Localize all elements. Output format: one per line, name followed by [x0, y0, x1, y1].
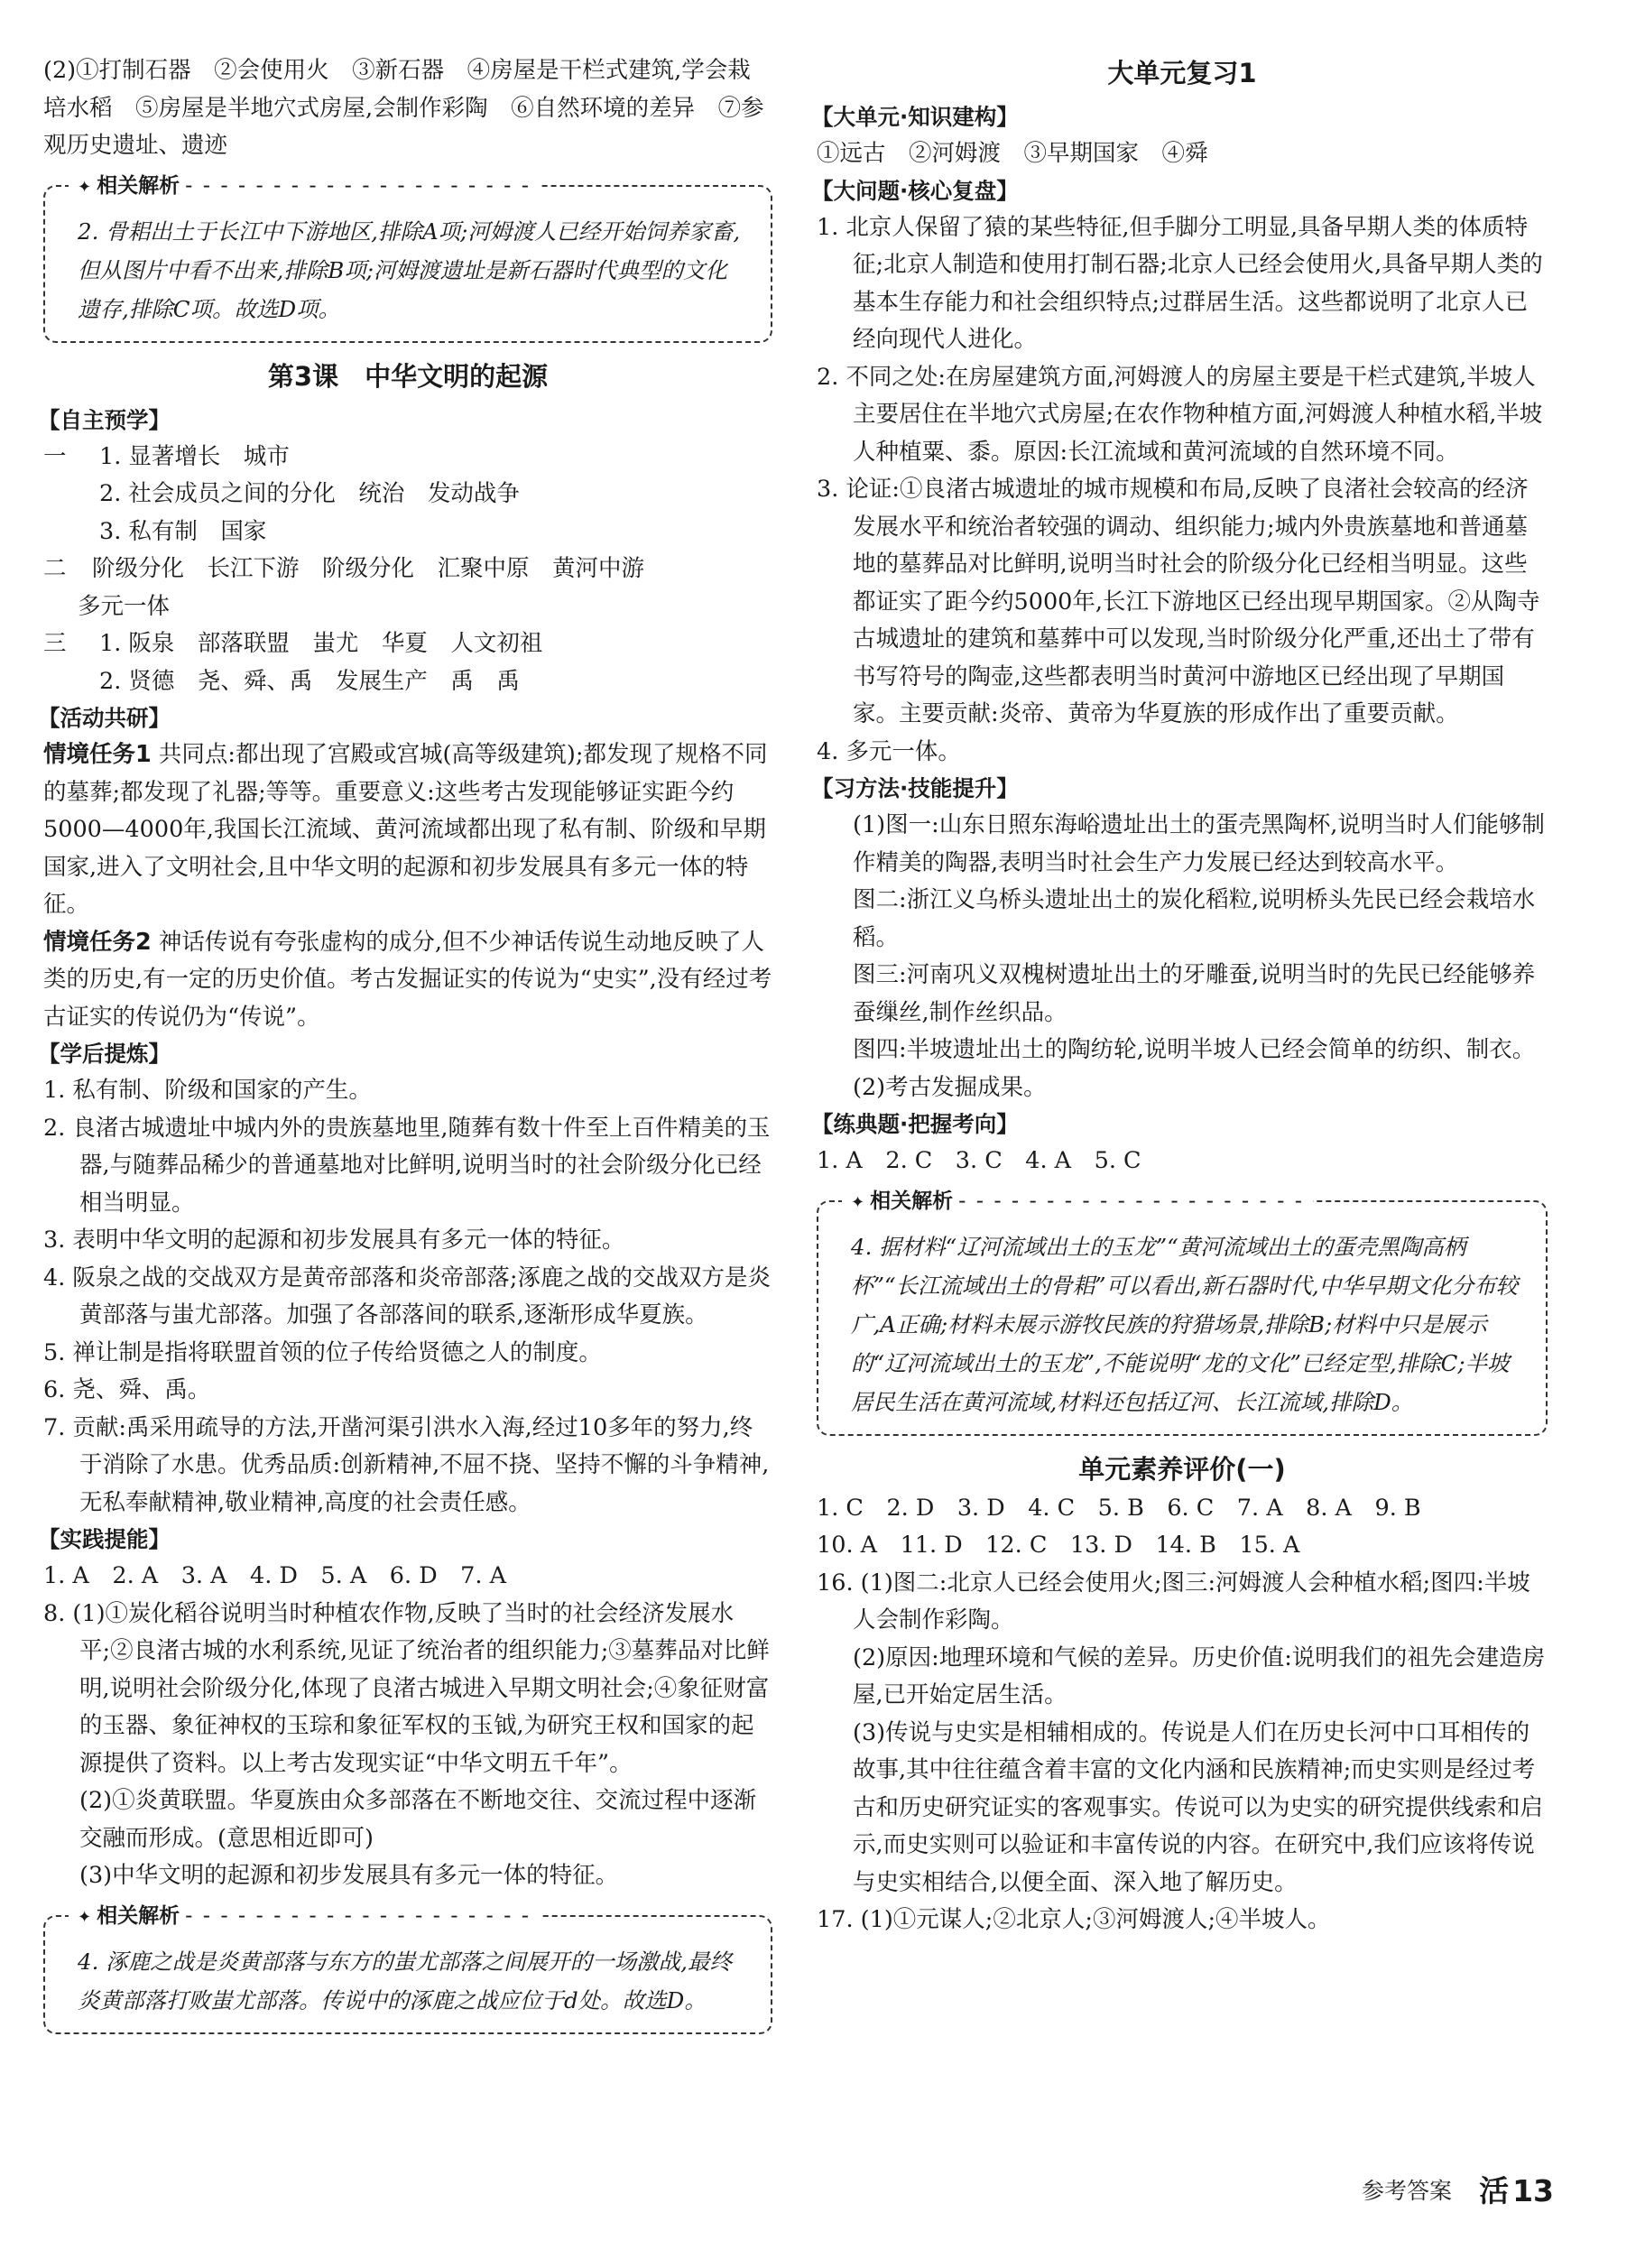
- list-item: 2. 不同之处:在房屋建筑方面,河姆渡人的房屋主要是干栏式建筑,半坡人主要居住在半地穴式房屋;在农作物种植方面,河姆渡人种植水稻,半坡人种植粟、黍。原因:长江流域和黄河流域的自然环境不同。: [817, 363, 1543, 466]
- knowledge-answers: ①远古 ②河姆渡 ③早期国家 ④舜: [817, 140, 1208, 167]
- section-head-skills: 【习方法·技能提升】: [811, 775, 1019, 801]
- intro-paragraph: (2)①打制石器 ②会使用火 ③新石器 ④房屋是干栏式建筑,学会栽培水稻 ⑤房屋是半地穴式房屋,会制作彩陶 ⑥自然环境的差异 ⑦参观历史遗址、遗迹: [43, 57, 764, 159]
- analysis-box-title: ✦ 相关解析 - - - - - - - - - - - - - - - - - - - -: [69, 1902, 540, 1932]
- list-item: (2)①炎黄联盟。华夏族由众多部落在不断地交往、交流过程中逐渐交融而形成。(意思相近即可): [79, 1787, 757, 1852]
- list-item: 1. 北京人保留了猿的某些特征,但手脚分工明显,具备早期人类的体质特征;北京人制造和使用打制石器;北京人已经会使用火,具备早期人类的基本生存能力和社会组织特点;过群居生活。这些都说明了北京人已经向现代人进化。: [817, 213, 1543, 353]
- analysis-text: 2. 骨耜出土于长江中下游地区,排除A项;河姆渡人已经开始饲养家畜,但从图片中看不出来,排除B项;河姆渡遗址是新石器时代典型的文化遗存,排除C项。故选D项。: [78, 218, 741, 322]
- left-column: [38, 52, 772, 2047]
- list-item: (3)中华文明的起源和初步发展具有多元一体的特征。: [79, 1862, 619, 1889]
- list-item: (1)图一:山东日照东海峪遗址出土的蛋壳黑陶杯,说明当时人们能够制作精美的陶器,表明当时社会生产力发展已经达到较高水平。: [853, 811, 1545, 876]
- list-item: 2. 贤德 尧、舜、禹 发展生产 禹 禹: [99, 667, 520, 695]
- list-item: 3. 论证:①良渚古城遗址的城市规模和布局,反映了良渚社会较高的经济发展水平和统治者较强的调动、组织能力;城内外贵族墓地和普通墓地的墓葬品对比鲜明,说明当时社会的阶级分化已经相当明显。这些都证实了距今约5000年,长江下游地区已经出现早期国家。②从陶寺古城遗址的建筑和墓葬中可以发现,当时阶级分化严重,还出土了带有书写符号的陶壶,这些都表明当时黄河中游地区已经出现了早期国家。主要贡献:炎帝、黄帝为华夏族的形成作出了重要贡献。: [817, 476, 1540, 727]
- evaluation-title: 单元素养评价(一): [1078, 1453, 1286, 1485]
- preview-list: [43, 439, 772, 701]
- analysis-box-3: [817, 1189, 1548, 1436]
- list-item: 4. 多元一体。: [817, 737, 961, 765]
- list-item: 图四:半坡遗址出土的陶纺轮,说明半坡人已经会简单的纺织、制衣。: [853, 1036, 1536, 1063]
- list-item: (2)考古发掘成果。: [853, 1073, 1047, 1101]
- task-2: 情境任务2 神话传说有夸张虚构的成分,但不少神话传说生动地反映了人类的历史,有一定的历史价值。考古发掘证实的传说为“史实”,没有经过考古证实的传说仍为“传说”。: [43, 928, 772, 1031]
- star-icon: ✦: [851, 1192, 865, 1212]
- section-head-summary: 【学后提炼】: [38, 1041, 171, 1067]
- section-head-exercises: 【练典题·把握考向】: [811, 1111, 1019, 1137]
- list-item: 5. 禅让制是指将联盟首领的位子传给贤德之人的制度。: [43, 1338, 602, 1366]
- list-item: 3. 私有制 国家: [99, 517, 267, 545]
- list-item: 1. 私有制、阶级和国家的产生。: [43, 1077, 372, 1104]
- right-column: [811, 52, 1548, 1939]
- list-item: 7. 贡献:禹采用疏导的方法,开凿河渠引洪水入海,经过10多年的努力,终于消除了水患。优秀品质:创新精神,不屈不挠、坚持不懈的斗争精神,无私奉献精神,敬业精神,高度的社会责任感。: [43, 1413, 770, 1516]
- list-item: 二 阶级分化 长江下游 阶级分化 汇聚中原 黄河中游: [43, 555, 645, 582]
- list-item: 17. (1)①元谋人;②北京人;③河姆渡人;④半坡人。: [817, 1906, 1331, 1933]
- answer-line: 1. A 2. C 3. C 4. A 5. C: [817, 1147, 1141, 1174]
- answer-line: 1. A 2. A 3. A 4. D 5. A 6. D 7. A: [43, 1562, 507, 1589]
- list-item: 4. 阪泉之战的交战双方是黄帝部落和炎帝部落;涿鹿之战的交战双方是炎黄部落与蚩尤部落。加强了各部落间的联系,逐渐形成华夏族。: [43, 1264, 772, 1328]
- task-label: 情境任务1: [43, 741, 152, 768]
- list-item: (3)传说与史实是相辅相成的。传说是人们在历史长河中口耳相传的故事,其中往往蕴含着丰富的文化内涵和民族精神;而史实则是经过考古和历史研究证实的客观事实。传说可以为史实的研究提供线索和启示,而史实则可以验证和丰富传说的内容。在研究中,我们应该将传说与史实相结合,以便全面、深入地了解历史。: [853, 1718, 1544, 1896]
- page-number: 13: [1512, 2172, 1554, 2208]
- analysis-text: 4. 涿鹿之战是炎黄部落与东方的蚩尤部落之间展开的一场激战,最终炎黄部落打败蚩尤部落。传说中的涿鹿之战应位于d处。故选D。: [78, 1948, 732, 2013]
- footer-book-mark: 活: [1479, 2172, 1510, 2208]
- answer-line: 1. C 2. D 3. D 4. C 5. B 6. C 7. A 8. A 9. B: [817, 1494, 1421, 1522]
- list-item: 3. 表明中华文明的起源和初步发展具有多元一体的特征。: [43, 1227, 625, 1254]
- page-footer: [1265, 2166, 1554, 2209]
- task-1: 情境任务1 共同点:都出现了宫殿或宫城(高等级建筑);都发现了规格不同的墓葬;都发现了礼器;等等。重要意义:这些考古发现能够证实距今约5000—4000年,我国长江流域、黄河流域都出现了私有制、阶级和早期国家,进入了文明社会,且中华文明的起源和初步发展具有多元一体的特征。: [43, 741, 768, 918]
- star-icon: ✦: [78, 1907, 92, 1927]
- list-item: 16. (1)图二:北京人已经会使用火;图三:河姆渡人会种植水稻;图四:半坡人会制作彩陶。: [817, 1569, 1530, 1634]
- list-item: 图二:浙江义乌桥头遗址出土的炭化稻粒,说明桥头先民已经会栽培水稻。: [853, 886, 1536, 951]
- list-item: 多元一体: [78, 592, 171, 620]
- analysis-text: 4. 据材料“辽河流域出土的玉龙”“黄河流域出土的蛋壳黑陶高柄杯”“长江流域出土的骨耜”可以看出,新石器时代,中华早期文化分布较广,A正确;材料未展示游牧民族的狩猎场景,排除B;材料中只是展示的“辽河流域出土的玉龙”,不能说明“龙的文化”已经定型,排除C;半坡居民生活在黄河流域,材料还包括辽河、长江流域,排除D。: [851, 1233, 1519, 1415]
- lesson-title: 第3课 中华文明的起源: [267, 360, 549, 392]
- list-item: 三 1. 阪泉 部落联盟 蚩尤 华夏 人文初祖: [43, 630, 543, 657]
- list-item: 一 1. 显著增长 城市: [43, 442, 290, 470]
- analysis-box-1: [43, 173, 772, 343]
- task-label: 情境任务2: [43, 928, 152, 956]
- section-head-core-review: 【大问题·核心复盘】: [811, 177, 1019, 204]
- list-item: 图三:河南巩义双槐树遗址出土的牙雕蚕,说明当时的先民已经能够养蚕缫丝,制作丝织品。: [853, 961, 1536, 1026]
- list-item: 2. 良渚古城遗址中城内外的贵族墓地里,随葬有数十件至上百件精美的玉器,与随葬品稀少的普通墓地对比鲜明,说明当时的社会阶级分化已经相当明显。: [43, 1114, 771, 1217]
- list-item: (2)原因:地理环境和气候的差异。历史价值:说明我们的祖先会建造房屋,已开始定居生活。: [853, 1643, 1546, 1708]
- section-head-preview: 【自主预学】: [38, 406, 171, 433]
- analysis-box-title: ✦ 相关解析 - - - - - - - - - - - - - - - - - - - -: [842, 1187, 1313, 1217]
- analysis-box-2: [43, 1903, 772, 2034]
- section-head-practice: 【实践提能】: [38, 1526, 171, 1552]
- list-item: 2. 社会成员之间的分化 统治 发动战争: [99, 480, 520, 507]
- review-title: 大单元复习1: [1107, 58, 1257, 88]
- footer-label: 参考答案: [1362, 2177, 1453, 2204]
- list-item: 6. 尧、舜、禹。: [43, 1376, 211, 1403]
- star-icon: ✦: [78, 177, 92, 197]
- analysis-box-title: ✦ 相关解析 - - - - - - - - - - - - - - - - - - - -: [69, 171, 540, 202]
- section-head-activity: 【活动共研】: [38, 705, 171, 731]
- section-head-knowledge: 【大单元·知识建构】: [811, 104, 1019, 130]
- answer-line: 10. A 11. D 12. C 13. D 14. B 15. A: [817, 1532, 1300, 1559]
- list-item: 8. (1)①炭化稻谷说明当时种植农作物,反映了当时的社会经济发展水平;②良渚古城的水利系统,见证了统治者的组织能力;③墓葬品对比鲜明,说明社会阶级分化,体现了良渚古城进入早期文明社会;④象征财富的玉器、象征神权的玉琮和象征军权的玉钺,为研究王权和国家的起源提供了资料。以上考古发现实证“中华文明五千年”。: [43, 1599, 770, 1777]
